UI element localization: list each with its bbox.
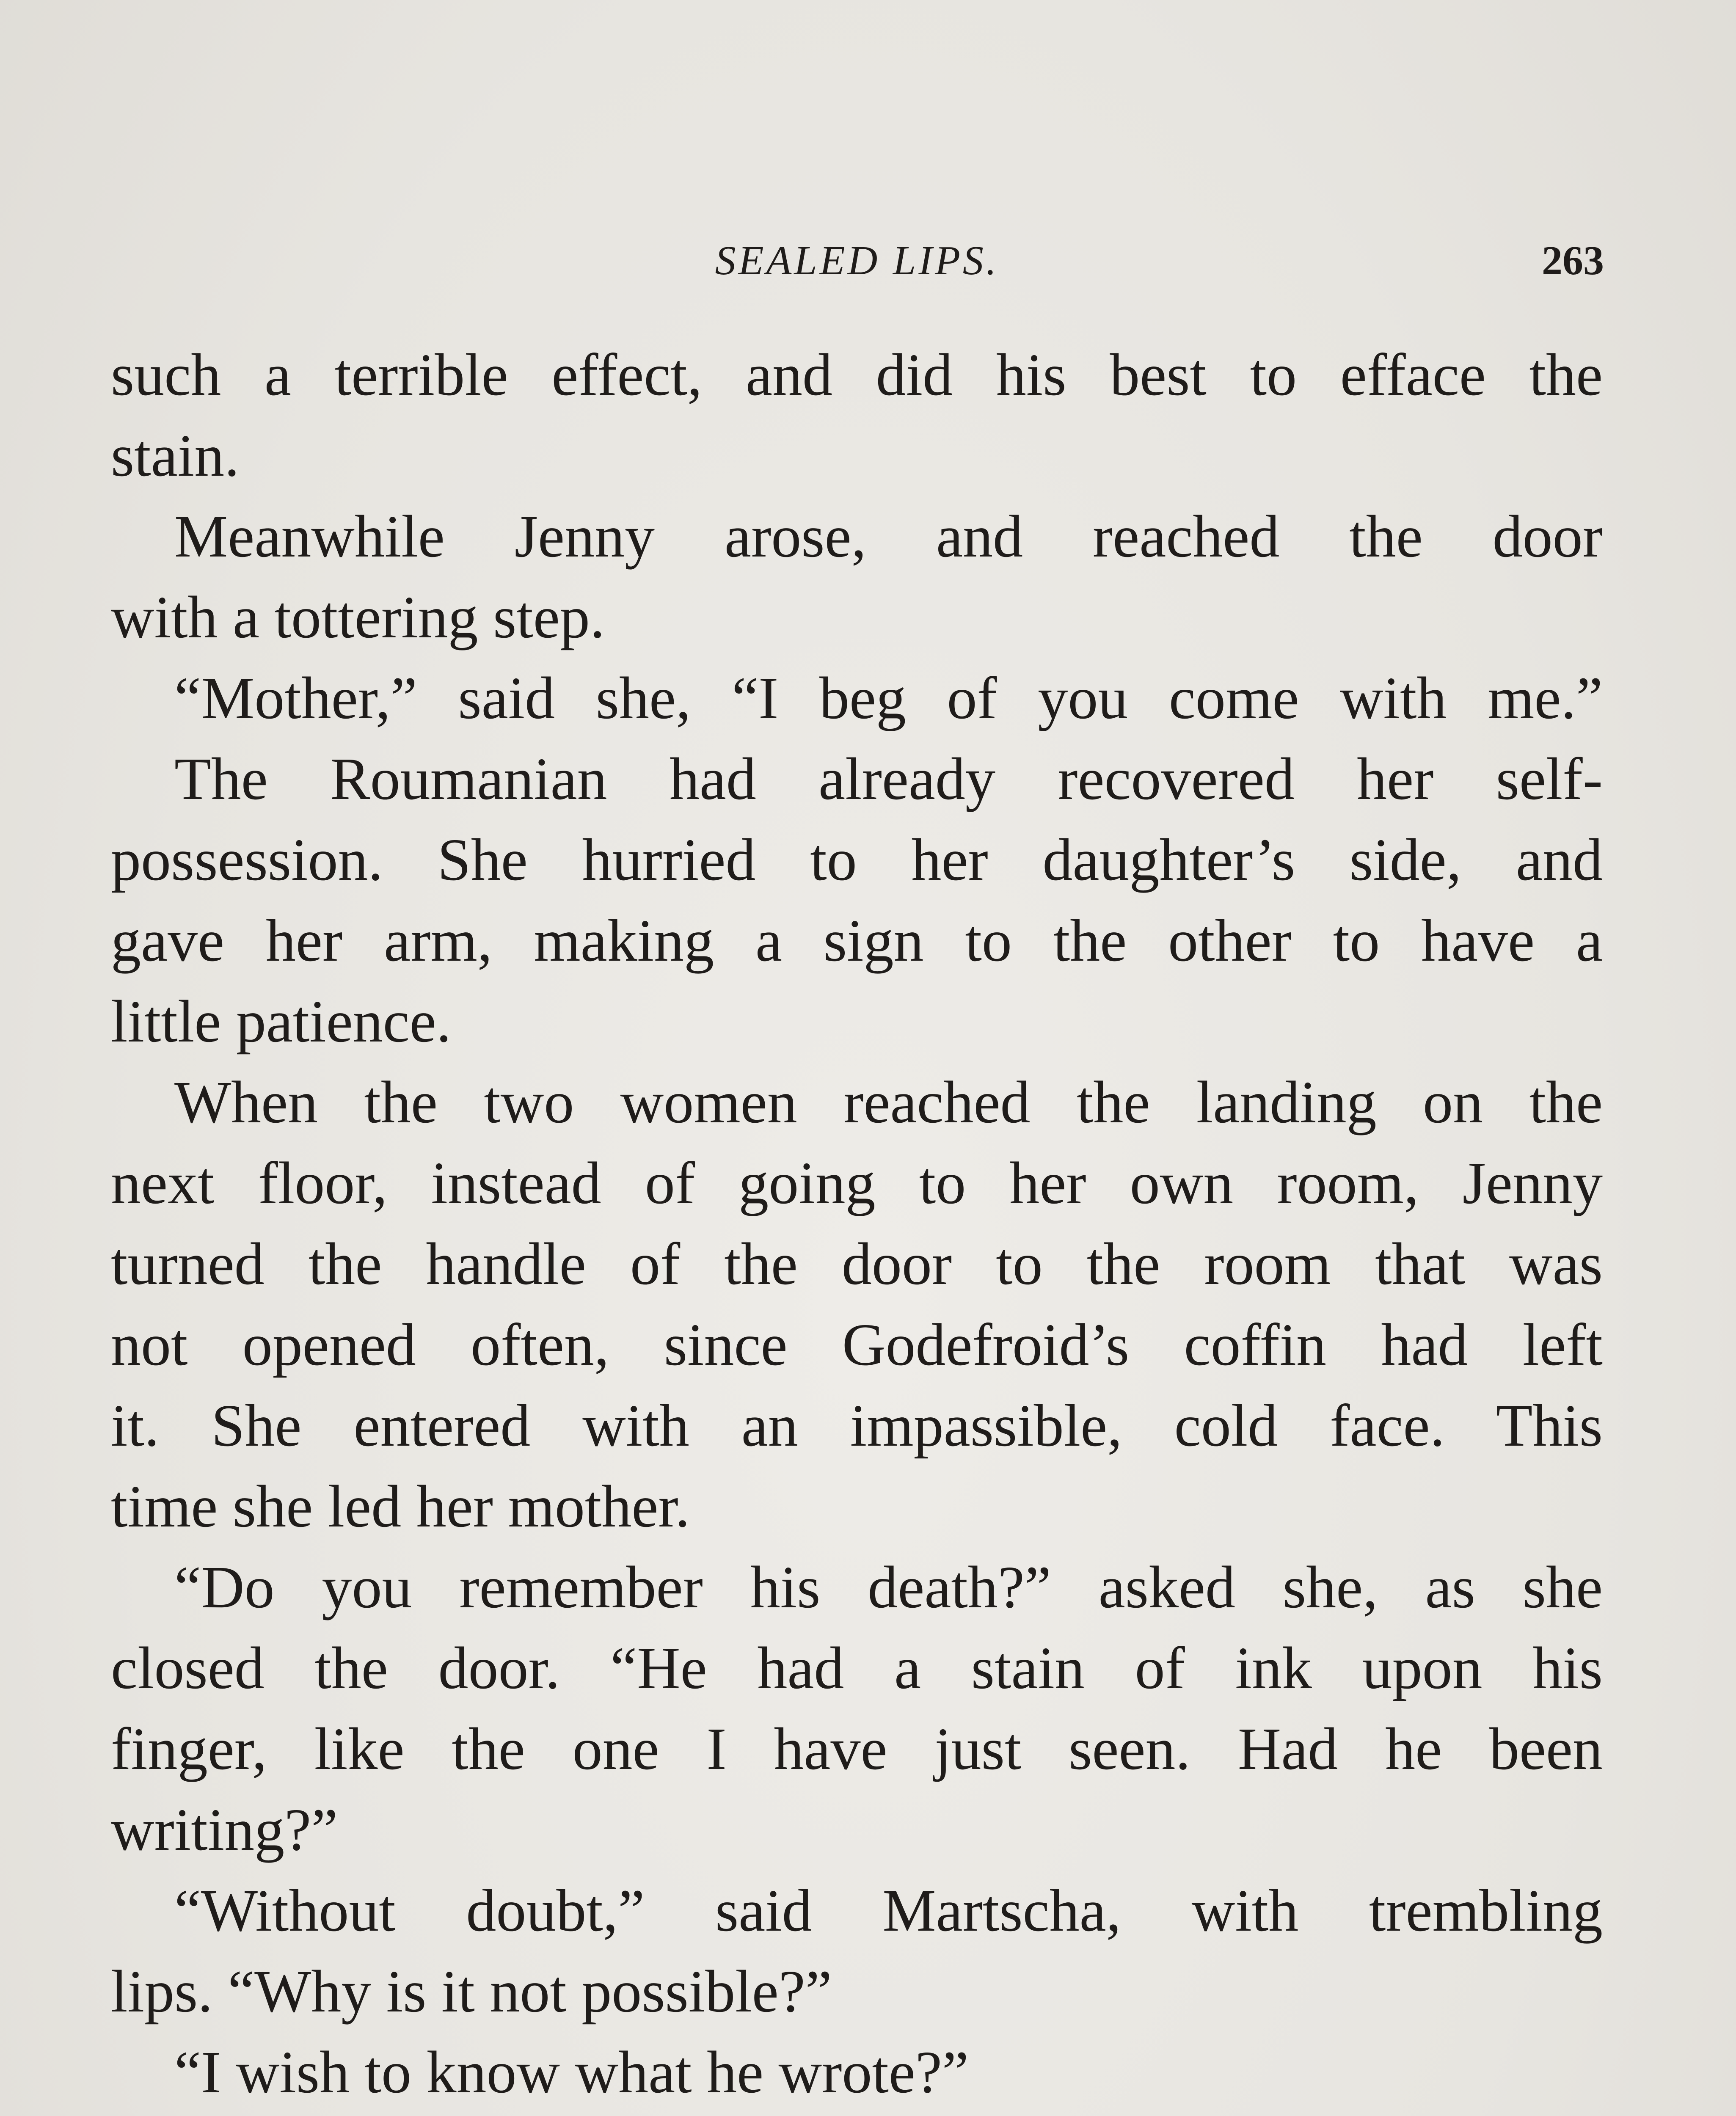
page-number: 263 <box>1542 238 1604 284</box>
body-text <box>111 334 1603 2116</box>
text-line: with a tottering step. <box>111 584 605 650</box>
text-line: not opened often, since Godefroid’s coffin had left <box>111 1311 1603 1378</box>
text-line: lips. “Why is it not possible?” <box>111 1958 832 2025</box>
text-line: next floor, instead of going to her own room, Jenny <box>111 1149 1603 1216</box>
running-title: SEALED LIPS. <box>715 238 999 284</box>
text-line: it. She entered with an impassible, cold face. This <box>111 1392 1603 1459</box>
text-line: possession. She hurried to her daughter’s side, and <box>111 826 1603 893</box>
text-line: turned the handle of the door to the room that was <box>111 1230 1603 1297</box>
text-line: writing?” <box>111 1796 338 1863</box>
text-line: “I wish to know what he wrote?” <box>174 2039 969 2105</box>
text-line: such a terrible effect, and did his best to efface the <box>111 341 1603 408</box>
text-line: “Without doubt,” said Martscha, with trembling <box>174 1877 1603 1944</box>
text-line: “Do you remember his death?” asked she, as she <box>174 1554 1603 1620</box>
text-line: The Roumanian had already recovered her self- <box>174 745 1603 812</box>
page-header <box>110 229 1604 305</box>
text-line: stain. <box>111 422 240 489</box>
text-line: “Mother,” said she, “I beg of you come with me.” <box>174 664 1603 731</box>
text-line: finger, like the one I have just seen. Had he been <box>111 1715 1603 1782</box>
text-line: Meanwhile Jenny arose, and reached the door <box>174 503 1603 570</box>
text-line: time she led her mother. <box>111 1473 690 1540</box>
text-line <box>111 2113 1603 2116</box>
text-line: gave her arm, making a sign to the other to have a <box>111 907 1603 974</box>
text-line: closed the door. “He had a stain of ink upon his <box>111 1634 1603 1701</box>
text-line: little patience. <box>111 988 452 1055</box>
text-line: When the two women reached the landing on the <box>174 1069 1603 1135</box>
